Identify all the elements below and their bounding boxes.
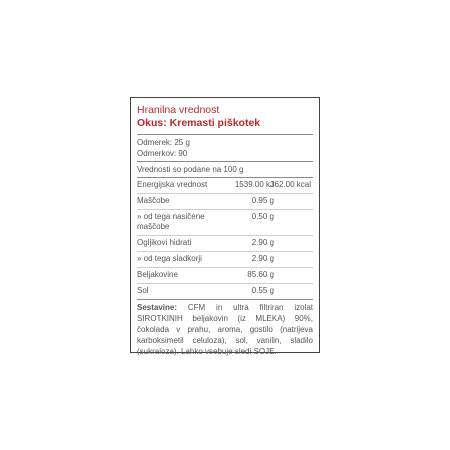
nutrient-value-kcal: 362.00 kcal <box>270 180 311 189</box>
nutrient-row-salt <box>137 284 313 299</box>
nutrient-value: 85.60 g <box>247 270 274 279</box>
nutrient-value: 0.50 g <box>251 212 274 221</box>
nutrient-row-fat <box>137 194 313 209</box>
nutrient-value: 0.95 g <box>251 196 274 205</box>
ingredients-text: CFM in ultra filtriran izolat SIROTKINIH beljakovin (iz MLEKA) 90%, čokolada v prahu, aroma, gostilo (natrijeva karboksimetil celuloza), sol, vanilin, sladilo (sukraloza). Lahko vsebuje sledi SOJE. <box>137 303 313 356</box>
nutrient-value: 1539.00 kJ <box>234 180 274 189</box>
serving-size: Odmerek: 25 g <box>137 138 190 147</box>
nutrient-name: Beljakovine <box>137 270 178 279</box>
nutrition-label <box>130 97 320 356</box>
nutrient-row-sugars <box>137 252 313 267</box>
nutrient-name: Energijska vrednost <box>137 180 208 189</box>
nutrient-value: 2.90 g <box>251 238 274 247</box>
nutrient-row-saturated-fat <box>137 210 313 235</box>
nutrient-name: Maščobe <box>137 196 170 205</box>
nutrient-row-carbohydrates <box>137 236 313 251</box>
ingredients-label: Sestavine: <box>137 303 178 312</box>
label-title: Hranilna vrednost <box>137 104 220 116</box>
servings-count: Odmerkov: 90 <box>137 149 188 158</box>
nutrient-value: 0.55 g <box>251 286 274 295</box>
serving-info <box>137 135 313 161</box>
flavor-title: Okus: Kremasti piškotek <box>137 117 261 129</box>
nutrient-name: Ogljikovi hidrati <box>137 238 192 247</box>
nutrient-name: Sol <box>137 286 149 295</box>
nutrient-name: » od tega nasičene maščobe <box>137 212 205 231</box>
per-100g-note: Vrednosti so podane na 100 g <box>137 165 244 174</box>
nutrient-row-protein <box>137 268 313 283</box>
nutrient-row-energy <box>137 178 313 193</box>
nutrient-value: 2.90 g <box>251 254 274 263</box>
nutrient-name: » od tega sladkorji <box>137 254 202 263</box>
ingredients <box>137 300 313 357</box>
